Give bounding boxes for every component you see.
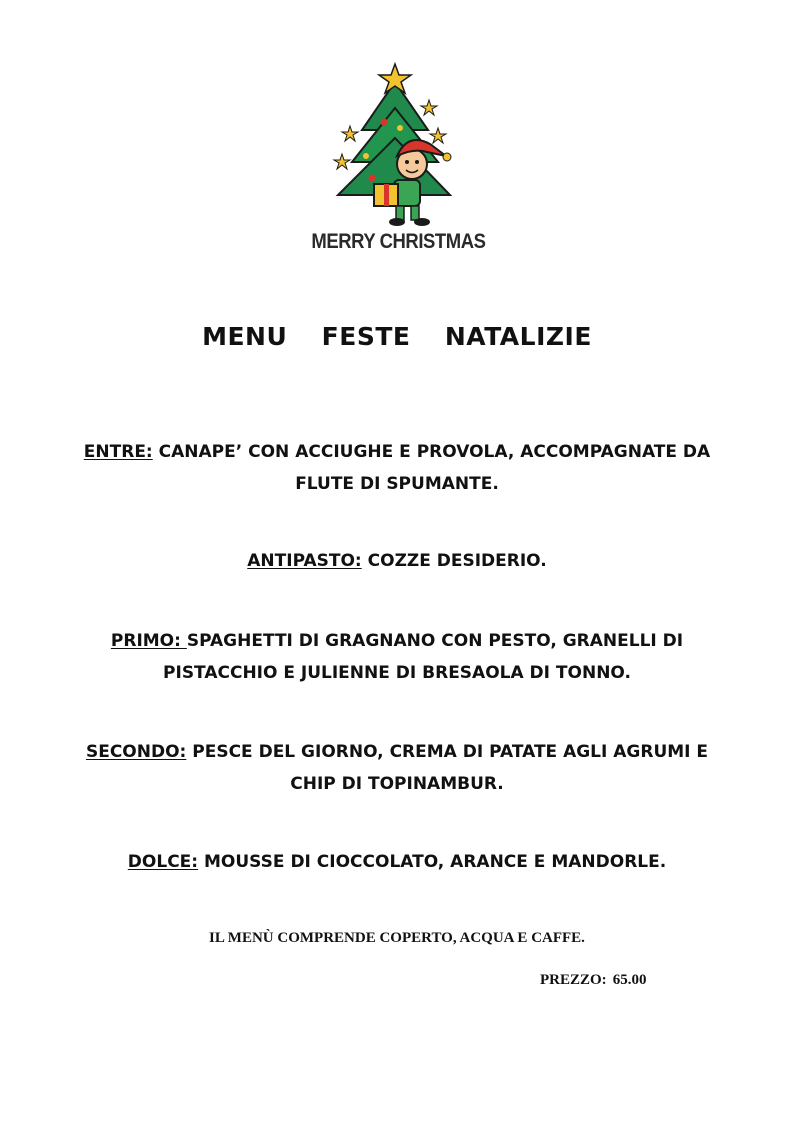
logo-caption: MERRY CHRISTMAS: [311, 230, 486, 253]
course-text: CANAPE’ CON ACCIUGHE E PROVOLA, ACCOMPAGNATE DA FLUTE DI SPUMANTE.: [152, 442, 711, 494]
course-text: COZZE DESIDERIO.: [361, 551, 547, 571]
christmas-tree-elf-icon: [300, 60, 490, 230]
course-label: DOLCE:: [127, 852, 199, 872]
course-label: SECONDO:: [85, 742, 187, 762]
merry-christmas-logo: [300, 60, 490, 265]
course-dolce: [80, 846, 714, 878]
course-antipasto: [80, 545, 714, 577]
course-primo: [80, 625, 714, 689]
course-text: SPAGHETTI DI GRAGNANO CON PESTO, GRANELLI DI PISTACCHIO E JULIENNE DI BRESAOLA DI TONNO.: [163, 631, 684, 683]
course-label: ANTIPASTO:: [247, 551, 362, 571]
course-label: ENTRE:: [83, 442, 153, 462]
course-entre: [80, 436, 714, 500]
price-label: PREZZO:: [540, 972, 607, 988]
course-label: PRIMO:: [110, 631, 187, 651]
course-text: MOUSSE DI CIOCCOLATO, ARANCE E MANDORLE.: [198, 852, 667, 872]
course-text: PESCE DEL GIORNO, CREMA DI PATATE AGLI AGRUMI E CHIP DI TOPINAMBUR.: [186, 742, 709, 794]
price-amount: 65.00: [612, 972, 647, 988]
menu-title: MENU FESTE NATALIZIE: [202, 322, 592, 351]
course-secondo: [80, 736, 714, 800]
menu-price: [540, 972, 646, 989]
menu-inclusions-note: IL MENÙ COMPRENDE COPERTO, ACQUA E CAFFE.: [209, 930, 585, 946]
